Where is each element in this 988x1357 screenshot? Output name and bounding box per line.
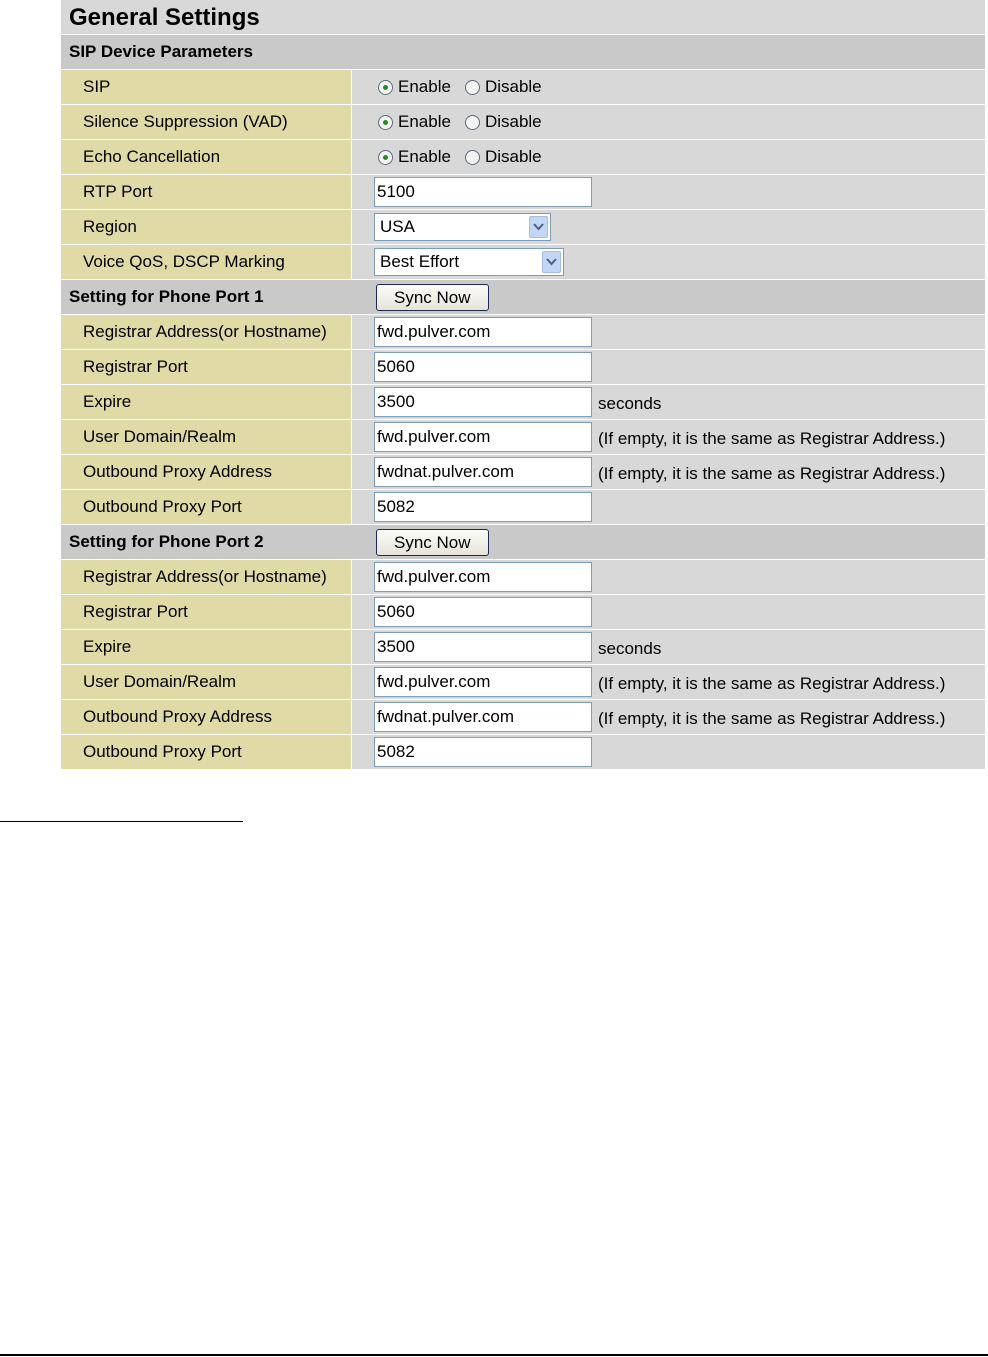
expire-unit: seconds [598,639,662,658]
registrar-port-label: Registrar Port [61,595,352,629]
expire-input[interactable]: 3500 [374,632,592,662]
row-outbound-proxy-port [61,490,985,525]
user-domain-note: (If empty, it is the same as Registrar Address.) [598,429,946,448]
region-select[interactable] [374,213,551,241]
outbound-proxy-port-value [352,735,985,769]
region-value [352,210,985,244]
row-registrar-address [61,315,985,350]
sip-label: SIP [61,70,352,104]
radio-checked-icon[interactable] [378,80,393,95]
outbound-proxy-note: (If empty, it is the same as Registrar Address.) [598,464,946,483]
outbound-proxy-port-input[interactable]: 5082 [374,737,592,767]
rtp-port-label: RTP Port [61,175,352,209]
expire-input[interactable]: 3500 [374,387,592,417]
qos-selected-value: Best Effort [380,252,460,271]
qos-label: Voice QoS, DSCP Marking [61,245,352,279]
vad-disable-label: Disable [484,112,542,131]
user-domain-input[interactable]: fwd.pulver.com [374,667,592,697]
user-domain-value [352,665,985,699]
qos-value [352,245,985,279]
expire-value [352,630,985,664]
section-heading: SIP Device Parameters [69,42,253,61]
expire-label: Expire [61,385,352,419]
outbound-proxy-address-input[interactable]: fwdnat.pulver.com [374,702,592,732]
registrar-port-label: Registrar Port [61,350,352,384]
section-phone-port-2 [61,525,985,560]
registrar-address-label: Registrar Address(or Hostname) [61,315,352,349]
expire-value [352,385,985,419]
page-title: General Settings [61,0,985,35]
region-selected-value: USA [380,217,415,236]
vad-enable-label: Enable [398,112,451,131]
sip-disable-label: Disable [484,77,542,96]
echo-enable-label: Enable [398,147,451,166]
radio-checked-icon[interactable] [378,115,393,130]
registrar-port-value [352,350,985,384]
registrar-port-value [352,595,985,629]
sync-now-button[interactable]: Sync Now [376,529,489,556]
row-outbound-proxy-address [61,700,985,735]
row-registrar-port [61,350,985,385]
row-vad [61,105,985,140]
sip-disable-option[interactable] [465,77,542,97]
sip-value [352,70,985,104]
outbound-proxy-address-value [352,700,985,734]
row-region [61,210,985,245]
registrar-address-value [352,560,985,594]
user-domain-label: User Domain/Realm [61,420,352,454]
row-sip [61,70,985,105]
vad-value [352,105,985,139]
outbound-proxy-address-value [352,455,985,489]
row-rtp-port [61,175,985,210]
sip-enable-label: Enable [398,77,451,96]
echo-enable-option[interactable] [378,147,451,167]
section-phone-port-1 [61,280,985,315]
registrar-address-input[interactable]: fwd.pulver.com [374,317,592,347]
section-heading: Setting for Phone Port 1 [69,287,264,306]
radio-unchecked-icon[interactable] [465,115,480,130]
chevron-down-icon[interactable] [542,251,561,273]
echo-label: Echo Cancellation [61,140,352,174]
row-outbound-proxy-port [61,735,985,770]
expire-label: Expire [61,630,352,664]
row-expire [61,385,985,420]
registrar-port-input[interactable]: 5060 [374,597,592,627]
footnote-divider [0,821,243,822]
outbound-proxy-address-label: Outbound Proxy Address [61,455,352,489]
echo-disable-label: Disable [484,147,542,166]
row-registrar-address [61,560,985,595]
section-heading: Setting for Phone Port 2 [69,532,264,551]
radio-unchecked-icon[interactable] [465,150,480,165]
general-settings-panel [61,0,985,770]
user-domain-label: User Domain/Realm [61,665,352,699]
qos-select[interactable] [374,248,564,276]
sync-now-button[interactable]: Sync Now [376,284,489,311]
outbound-proxy-port-value [352,490,985,524]
rtp-port-value [352,175,985,209]
outbound-proxy-port-label: Outbound Proxy Port [61,735,352,769]
vad-disable-option[interactable] [465,112,542,132]
row-registrar-port [61,595,985,630]
registrar-port-input[interactable]: 5060 [374,352,592,382]
outbound-proxy-address-input[interactable]: fwdnat.pulver.com [374,457,592,487]
section-sip-device-parameters [61,35,985,70]
radio-unchecked-icon[interactable] [465,80,480,95]
echo-disable-option[interactable] [465,147,542,167]
sync-action [352,529,489,556]
registrar-address-label: Registrar Address(or Hostname) [61,560,352,594]
user-domain-input[interactable]: fwd.pulver.com [374,422,592,452]
row-outbound-proxy-address [61,455,985,490]
page-bottom-divider [0,1354,988,1356]
chevron-down-icon[interactable] [529,216,548,238]
sip-enable-option[interactable] [378,77,451,97]
registrar-address-value [352,315,985,349]
row-user-domain [61,665,985,700]
row-user-domain [61,420,985,455]
expire-unit: seconds [598,394,662,413]
region-label: Region [61,210,352,244]
row-echo-cancellation [61,140,985,175]
outbound-proxy-port-input[interactable]: 5082 [374,492,592,522]
echo-value [352,140,985,174]
vad-label: Silence Suppression (VAD) [61,105,352,139]
rtp-port-input[interactable]: 5100 [374,177,592,207]
radio-checked-icon[interactable] [378,150,393,165]
outbound-proxy-port-label: Outbound Proxy Port [61,490,352,524]
row-voice-qos [61,245,985,280]
row-expire [61,630,985,665]
registrar-address-input[interactable]: fwd.pulver.com [374,562,592,592]
user-domain-value [352,420,985,454]
outbound-proxy-note: (If empty, it is the same as Registrar Address.) [598,709,946,728]
sync-action [352,284,489,311]
vad-enable-option[interactable] [378,112,451,132]
outbound-proxy-address-label: Outbound Proxy Address [61,700,352,734]
user-domain-note: (If empty, it is the same as Registrar Address.) [598,674,946,693]
